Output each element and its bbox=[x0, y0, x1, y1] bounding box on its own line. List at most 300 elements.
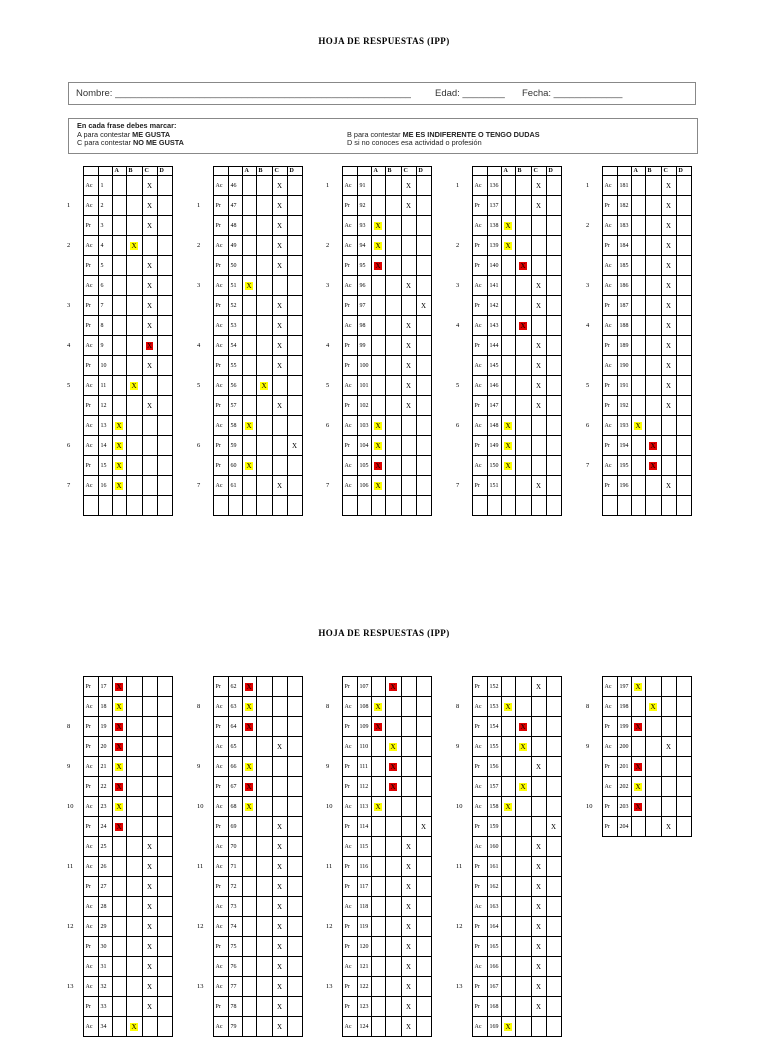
answer-cell-a[interactable] bbox=[112, 977, 126, 997]
answer-cell-d[interactable] bbox=[546, 737, 561, 757]
answer-cell-a[interactable] bbox=[112, 316, 126, 336]
answer-cell-b[interactable] bbox=[385, 997, 401, 1017]
answer-cell-c[interactable] bbox=[661, 436, 676, 456]
answer-cell-a[interactable] bbox=[631, 316, 645, 336]
answer-cell-a[interactable] bbox=[501, 356, 515, 376]
answer-cell-c[interactable] bbox=[142, 336, 157, 356]
answer-cell-c[interactable] bbox=[272, 737, 287, 757]
answer-cell-a[interactable] bbox=[112, 857, 126, 877]
answer-cell-b[interactable] bbox=[126, 977, 142, 997]
answer-cell-d[interactable] bbox=[546, 256, 561, 276]
answer-cell-d[interactable] bbox=[157, 296, 172, 316]
answer-cell-d[interactable] bbox=[287, 396, 302, 416]
answer-cell-c[interactable] bbox=[272, 476, 287, 496]
answer-cell-d[interactable] bbox=[157, 937, 172, 957]
answer-cell-c[interactable] bbox=[142, 817, 157, 837]
answer-cell-c[interactable] bbox=[401, 997, 416, 1017]
answer-cell-b[interactable] bbox=[645, 256, 661, 276]
answer-cell-b[interactable] bbox=[385, 677, 401, 697]
answer-cell-d[interactable] bbox=[546, 977, 561, 997]
answer-cell-c[interactable] bbox=[401, 216, 416, 236]
answer-cell-c[interactable] bbox=[272, 877, 287, 897]
answer-cell-a[interactable] bbox=[631, 396, 645, 416]
answer-cell-a[interactable] bbox=[631, 737, 645, 757]
answer-cell-c[interactable] bbox=[142, 236, 157, 256]
answer-cell-c[interactable] bbox=[142, 917, 157, 937]
answer-cell-a[interactable] bbox=[242, 917, 256, 937]
answer-cell-a[interactable] bbox=[371, 396, 385, 416]
answer-cell-d[interactable] bbox=[416, 356, 431, 376]
answer-cell-b[interactable] bbox=[385, 496, 401, 516]
answer-cell-d[interactable] bbox=[546, 677, 561, 697]
answer-cell-b[interactable] bbox=[126, 416, 142, 436]
answer-cell-c[interactable] bbox=[142, 957, 157, 977]
answer-cell-c[interactable] bbox=[142, 456, 157, 476]
answer-cell-d[interactable] bbox=[157, 837, 172, 857]
answer-cell-c[interactable] bbox=[531, 857, 546, 877]
answer-cell-a[interactable] bbox=[242, 476, 256, 496]
answer-cell-d[interactable] bbox=[676, 717, 691, 737]
answer-cell-a[interactable] bbox=[371, 496, 385, 516]
answer-cell-b[interactable] bbox=[645, 476, 661, 496]
answer-cell-a[interactable] bbox=[501, 917, 515, 937]
answer-cell-a[interactable] bbox=[371, 677, 385, 697]
answer-cell-c[interactable] bbox=[531, 256, 546, 276]
answer-cell-c[interactable] bbox=[661, 316, 676, 336]
answer-cell-d[interactable] bbox=[287, 236, 302, 256]
answer-cell-b[interactable] bbox=[126, 356, 142, 376]
answer-cell-b[interactable] bbox=[126, 797, 142, 817]
answer-cell-c[interactable] bbox=[531, 396, 546, 416]
answer-cell-a[interactable] bbox=[112, 336, 126, 356]
answer-cell-b[interactable] bbox=[385, 416, 401, 436]
answer-cell-c[interactable] bbox=[401, 416, 416, 436]
answer-cell-c[interactable] bbox=[661, 737, 676, 757]
answer-cell-c[interactable] bbox=[272, 416, 287, 436]
answer-cell-c[interactable] bbox=[531, 356, 546, 376]
answer-cell-d[interactable] bbox=[287, 256, 302, 276]
answer-cell-c[interactable] bbox=[401, 256, 416, 276]
answer-cell-b[interactable] bbox=[126, 677, 142, 697]
answer-cell-d[interactable] bbox=[416, 296, 431, 316]
answer-cell-c[interactable] bbox=[401, 857, 416, 877]
answer-cell-d[interactable] bbox=[676, 176, 691, 196]
answer-cell-b[interactable] bbox=[515, 376, 531, 396]
answer-cell-a[interactable] bbox=[371, 176, 385, 196]
answer-cell-b[interactable] bbox=[126, 957, 142, 977]
answer-cell-a[interactable] bbox=[242, 957, 256, 977]
answer-cell-b[interactable] bbox=[256, 997, 272, 1017]
answer-cell-d[interactable] bbox=[676, 256, 691, 276]
answer-cell-b[interactable] bbox=[256, 316, 272, 336]
answer-cell-b[interactable] bbox=[645, 737, 661, 757]
answer-cell-d[interactable] bbox=[676, 817, 691, 837]
answer-cell-b[interactable] bbox=[385, 256, 401, 276]
answer-cell-d[interactable] bbox=[546, 196, 561, 216]
answer-cell-c[interactable] bbox=[401, 336, 416, 356]
answer-cell-d[interactable] bbox=[546, 997, 561, 1017]
answer-cell-b[interactable] bbox=[126, 757, 142, 777]
answer-cell-b[interactable] bbox=[126, 1017, 142, 1037]
answer-cell-c[interactable] bbox=[142, 977, 157, 997]
answer-cell-d[interactable] bbox=[157, 717, 172, 737]
answer-cell-c[interactable] bbox=[401, 957, 416, 977]
answer-cell-a[interactable] bbox=[112, 436, 126, 456]
answer-cell-b[interactable] bbox=[256, 336, 272, 356]
answer-cell-c[interactable] bbox=[272, 456, 287, 476]
answer-cell-c[interactable] bbox=[142, 697, 157, 717]
answer-cell-b[interactable] bbox=[515, 236, 531, 256]
answer-cell-d[interactable] bbox=[546, 817, 561, 837]
answer-cell-d[interactable] bbox=[157, 256, 172, 276]
answer-cell-a[interactable] bbox=[631, 436, 645, 456]
answer-cell-d[interactable] bbox=[157, 857, 172, 877]
answer-cell-b[interactable] bbox=[515, 877, 531, 897]
answer-cell-b[interactable] bbox=[385, 917, 401, 937]
answer-cell-c[interactable] bbox=[272, 777, 287, 797]
answer-cell-a[interactable] bbox=[371, 1017, 385, 1037]
answer-cell-b[interactable] bbox=[256, 957, 272, 977]
answer-cell-a[interactable] bbox=[501, 416, 515, 436]
answer-cell-c[interactable] bbox=[531, 476, 546, 496]
answer-cell-d[interactable] bbox=[676, 757, 691, 777]
answer-cell-b[interactable] bbox=[515, 777, 531, 797]
answer-cell-c[interactable] bbox=[272, 256, 287, 276]
answer-cell-c[interactable] bbox=[401, 757, 416, 777]
answer-cell-a[interactable] bbox=[631, 797, 645, 817]
answer-cell-b[interactable] bbox=[515, 256, 531, 276]
answer-cell-b[interactable] bbox=[645, 496, 661, 516]
answer-cell-c[interactable] bbox=[272, 917, 287, 937]
answer-cell-a[interactable] bbox=[112, 837, 126, 857]
answer-cell-d[interactable] bbox=[416, 937, 431, 957]
answer-cell-b[interactable] bbox=[645, 196, 661, 216]
answer-cell-d[interactable] bbox=[157, 196, 172, 216]
answer-cell-d[interactable] bbox=[676, 737, 691, 757]
answer-cell-c[interactable] bbox=[272, 356, 287, 376]
answer-cell-a[interactable] bbox=[371, 336, 385, 356]
answer-cell-b[interactable] bbox=[515, 336, 531, 356]
answer-cell-d[interactable] bbox=[157, 737, 172, 757]
answer-cell-a[interactable] bbox=[501, 176, 515, 196]
answer-cell-d[interactable] bbox=[546, 777, 561, 797]
answer-cell-c[interactable] bbox=[142, 877, 157, 897]
answer-cell-d[interactable] bbox=[287, 176, 302, 196]
answer-cell-a[interactable] bbox=[112, 376, 126, 396]
answer-cell-d[interactable] bbox=[157, 416, 172, 436]
answer-cell-b[interactable] bbox=[515, 817, 531, 837]
answer-cell-c[interactable] bbox=[272, 176, 287, 196]
answer-cell-b[interactable] bbox=[256, 236, 272, 256]
answer-cell-c[interactable] bbox=[531, 977, 546, 997]
answer-cell-c[interactable] bbox=[272, 797, 287, 817]
answer-cell-d[interactable] bbox=[676, 216, 691, 236]
answer-cell-a[interactable] bbox=[112, 957, 126, 977]
answer-cell-a[interactable] bbox=[112, 737, 126, 757]
answer-cell-b[interactable] bbox=[385, 797, 401, 817]
answer-cell-b[interactable] bbox=[385, 196, 401, 216]
answer-cell-c[interactable] bbox=[272, 1017, 287, 1037]
answer-cell-d[interactable] bbox=[546, 937, 561, 957]
answer-cell-a[interactable] bbox=[371, 296, 385, 316]
answer-cell-a[interactable] bbox=[112, 757, 126, 777]
answer-cell-a[interactable] bbox=[631, 336, 645, 356]
answer-cell-c[interactable] bbox=[531, 376, 546, 396]
answer-cell-b[interactable] bbox=[515, 917, 531, 937]
answer-cell-a[interactable] bbox=[242, 937, 256, 957]
answer-cell-a[interactable] bbox=[242, 777, 256, 797]
answer-cell-b[interactable] bbox=[126, 216, 142, 236]
answer-cell-a[interactable] bbox=[112, 697, 126, 717]
answer-cell-a[interactable] bbox=[371, 376, 385, 396]
answer-cell-d[interactable] bbox=[676, 436, 691, 456]
answer-cell-c[interactable] bbox=[272, 396, 287, 416]
answer-cell-b[interactable] bbox=[126, 276, 142, 296]
answer-cell-c[interactable] bbox=[272, 997, 287, 1017]
answer-cell-d[interactable] bbox=[416, 316, 431, 336]
answer-cell-a[interactable] bbox=[631, 456, 645, 476]
answer-cell-c[interactable] bbox=[531, 316, 546, 336]
answer-cell-b[interactable] bbox=[256, 777, 272, 797]
answer-cell-c[interactable] bbox=[401, 436, 416, 456]
answer-cell-c[interactable] bbox=[401, 697, 416, 717]
answer-cell-b[interactable] bbox=[256, 456, 272, 476]
answer-cell-c[interactable] bbox=[531, 496, 546, 516]
answer-cell-a[interactable] bbox=[242, 697, 256, 717]
answer-cell-a[interactable] bbox=[631, 176, 645, 196]
answer-cell-d[interactable] bbox=[546, 917, 561, 937]
answer-cell-c[interactable] bbox=[401, 496, 416, 516]
answer-cell-d[interactable] bbox=[416, 256, 431, 276]
answer-cell-c[interactable] bbox=[142, 256, 157, 276]
answer-cell-b[interactable] bbox=[256, 436, 272, 456]
answer-cell-d[interactable] bbox=[416, 376, 431, 396]
answer-cell-b[interactable] bbox=[126, 316, 142, 336]
answer-cell-c[interactable] bbox=[401, 276, 416, 296]
answer-cell-c[interactable] bbox=[272, 977, 287, 997]
answer-cell-c[interactable] bbox=[661, 496, 676, 516]
answer-cell-a[interactable] bbox=[112, 496, 126, 516]
answer-cell-d[interactable] bbox=[416, 336, 431, 356]
answer-cell-b[interactable] bbox=[126, 877, 142, 897]
answer-cell-d[interactable] bbox=[416, 877, 431, 897]
answer-cell-b[interactable] bbox=[515, 737, 531, 757]
answer-cell-c[interactable] bbox=[401, 777, 416, 797]
answer-cell-c[interactable] bbox=[661, 276, 676, 296]
answer-cell-d[interactable] bbox=[676, 677, 691, 697]
answer-cell-d[interactable] bbox=[287, 697, 302, 717]
answer-cell-b[interactable] bbox=[126, 737, 142, 757]
answer-cell-b[interactable] bbox=[256, 176, 272, 196]
answer-cell-c[interactable] bbox=[401, 817, 416, 837]
answer-cell-a[interactable] bbox=[371, 797, 385, 817]
answer-cell-c[interactable] bbox=[401, 456, 416, 476]
answer-cell-c[interactable] bbox=[142, 857, 157, 877]
answer-cell-d[interactable] bbox=[157, 797, 172, 817]
answer-cell-c[interactable] bbox=[142, 216, 157, 236]
answer-cell-a[interactable] bbox=[501, 737, 515, 757]
answer-cell-d[interactable] bbox=[287, 376, 302, 396]
answer-cell-b[interactable] bbox=[126, 396, 142, 416]
answer-cell-c[interactable] bbox=[531, 997, 546, 1017]
answer-cell-b[interactable] bbox=[515, 797, 531, 817]
answer-cell-b[interactable] bbox=[256, 717, 272, 737]
answer-cell-b[interactable] bbox=[256, 757, 272, 777]
answer-cell-d[interactable] bbox=[287, 276, 302, 296]
answer-cell-a[interactable] bbox=[112, 456, 126, 476]
answer-cell-d[interactable] bbox=[676, 336, 691, 356]
answer-cell-a[interactable] bbox=[371, 937, 385, 957]
answer-cell-c[interactable] bbox=[272, 496, 287, 516]
answer-cell-c[interactable] bbox=[272, 216, 287, 236]
answer-cell-b[interactable] bbox=[256, 677, 272, 697]
answer-cell-b[interactable] bbox=[515, 196, 531, 216]
answer-cell-c[interactable] bbox=[661, 476, 676, 496]
answer-cell-c[interactable] bbox=[142, 296, 157, 316]
answer-cell-b[interactable] bbox=[256, 857, 272, 877]
answer-cell-a[interactable] bbox=[631, 697, 645, 717]
answer-cell-a[interactable] bbox=[631, 817, 645, 837]
answer-cell-c[interactable] bbox=[531, 897, 546, 917]
answer-cell-d[interactable] bbox=[676, 456, 691, 476]
answer-cell-b[interactable] bbox=[385, 476, 401, 496]
answer-cell-a[interactable] bbox=[112, 276, 126, 296]
answer-cell-d[interactable] bbox=[676, 376, 691, 396]
answer-cell-a[interactable] bbox=[242, 236, 256, 256]
answer-cell-a[interactable] bbox=[501, 777, 515, 797]
answer-cell-c[interactable] bbox=[142, 937, 157, 957]
answer-cell-d[interactable] bbox=[546, 176, 561, 196]
answer-cell-a[interactable] bbox=[501, 877, 515, 897]
answer-cell-c[interactable] bbox=[531, 196, 546, 216]
answer-cell-b[interactable] bbox=[645, 817, 661, 837]
answer-cell-d[interactable] bbox=[157, 396, 172, 416]
answer-cell-a[interactable] bbox=[631, 296, 645, 316]
answer-cell-d[interactable] bbox=[157, 817, 172, 837]
answer-cell-b[interactable] bbox=[385, 757, 401, 777]
answer-cell-b[interactable] bbox=[385, 877, 401, 897]
answer-cell-a[interactable] bbox=[112, 717, 126, 737]
answer-cell-c[interactable] bbox=[272, 957, 287, 977]
answer-cell-a[interactable] bbox=[112, 396, 126, 416]
answer-cell-c[interactable] bbox=[401, 396, 416, 416]
answer-cell-a[interactable] bbox=[112, 1017, 126, 1037]
answer-cell-d[interactable] bbox=[676, 196, 691, 216]
answer-cell-d[interactable] bbox=[157, 216, 172, 236]
answer-cell-c[interactable] bbox=[661, 717, 676, 737]
answer-cell-c[interactable] bbox=[142, 416, 157, 436]
answer-cell-d[interactable] bbox=[676, 296, 691, 316]
answer-cell-b[interactable] bbox=[515, 757, 531, 777]
answer-cell-a[interactable] bbox=[501, 296, 515, 316]
answer-cell-d[interactable] bbox=[676, 697, 691, 717]
answer-cell-d[interactable] bbox=[416, 957, 431, 977]
answer-cell-b[interactable] bbox=[126, 296, 142, 316]
answer-cell-b[interactable] bbox=[385, 396, 401, 416]
answer-cell-d[interactable] bbox=[416, 436, 431, 456]
answer-cell-a[interactable] bbox=[112, 356, 126, 376]
answer-cell-b[interactable] bbox=[515, 396, 531, 416]
answer-cell-d[interactable] bbox=[416, 236, 431, 256]
answer-cell-a[interactable] bbox=[631, 196, 645, 216]
answer-cell-c[interactable] bbox=[272, 857, 287, 877]
answer-cell-d[interactable] bbox=[546, 837, 561, 857]
answer-cell-d[interactable] bbox=[546, 436, 561, 456]
answer-cell-c[interactable] bbox=[661, 216, 676, 236]
answer-cell-d[interactable] bbox=[416, 276, 431, 296]
answer-cell-b[interactable] bbox=[385, 737, 401, 757]
answer-cell-b[interactable] bbox=[515, 276, 531, 296]
answer-cell-d[interactable] bbox=[157, 436, 172, 456]
answer-cell-a[interactable] bbox=[371, 777, 385, 797]
answer-cell-a[interactable] bbox=[242, 817, 256, 837]
answer-cell-b[interactable] bbox=[256, 917, 272, 937]
answer-cell-d[interactable] bbox=[676, 777, 691, 797]
answer-cell-b[interactable] bbox=[515, 957, 531, 977]
answer-cell-a[interactable] bbox=[242, 376, 256, 396]
answer-cell-d[interactable] bbox=[157, 697, 172, 717]
answer-cell-a[interactable] bbox=[112, 476, 126, 496]
answer-cell-c[interactable] bbox=[272, 817, 287, 837]
answer-cell-b[interactable] bbox=[256, 476, 272, 496]
answer-cell-d[interactable] bbox=[157, 236, 172, 256]
answer-cell-b[interactable] bbox=[126, 717, 142, 737]
answer-cell-b[interactable] bbox=[515, 176, 531, 196]
answer-cell-b[interactable] bbox=[515, 476, 531, 496]
answer-cell-c[interactable] bbox=[272, 196, 287, 216]
answer-cell-a[interactable] bbox=[242, 316, 256, 336]
answer-cell-c[interactable] bbox=[531, 777, 546, 797]
answer-cell-d[interactable] bbox=[157, 997, 172, 1017]
answer-cell-c[interactable] bbox=[531, 817, 546, 837]
answer-cell-a[interactable] bbox=[112, 877, 126, 897]
answer-cell-a[interactable] bbox=[112, 777, 126, 797]
answer-cell-b[interactable] bbox=[645, 376, 661, 396]
answer-cell-c[interactable] bbox=[142, 476, 157, 496]
answer-cell-a[interactable] bbox=[371, 917, 385, 937]
answer-cell-b[interactable] bbox=[645, 797, 661, 817]
answer-cell-b[interactable] bbox=[645, 276, 661, 296]
answer-cell-d[interactable] bbox=[157, 336, 172, 356]
answer-cell-a[interactable] bbox=[112, 797, 126, 817]
answer-cell-a[interactable] bbox=[501, 396, 515, 416]
answer-cell-d[interactable] bbox=[416, 917, 431, 937]
answer-cell-d[interactable] bbox=[157, 897, 172, 917]
answer-cell-c[interactable] bbox=[142, 356, 157, 376]
answer-cell-b[interactable] bbox=[126, 697, 142, 717]
answer-cell-d[interactable] bbox=[157, 476, 172, 496]
answer-cell-c[interactable] bbox=[401, 316, 416, 336]
answer-cell-b[interactable] bbox=[385, 837, 401, 857]
answer-cell-b[interactable] bbox=[256, 376, 272, 396]
answer-cell-c[interactable] bbox=[142, 396, 157, 416]
answer-cell-a[interactable] bbox=[631, 757, 645, 777]
answer-cell-b[interactable] bbox=[256, 256, 272, 276]
answer-cell-a[interactable] bbox=[501, 1017, 515, 1037]
answer-cell-c[interactable] bbox=[142, 496, 157, 516]
answer-cell-d[interactable] bbox=[287, 997, 302, 1017]
answer-cell-b[interactable] bbox=[126, 937, 142, 957]
answer-cell-d[interactable] bbox=[157, 1017, 172, 1037]
answer-cell-b[interactable] bbox=[256, 216, 272, 236]
answer-cell-c[interactable] bbox=[401, 797, 416, 817]
answer-cell-d[interactable] bbox=[287, 476, 302, 496]
answer-cell-a[interactable] bbox=[371, 476, 385, 496]
answer-cell-a[interactable] bbox=[371, 897, 385, 917]
answer-cell-d[interactable] bbox=[676, 356, 691, 376]
answer-cell-b[interactable] bbox=[645, 677, 661, 697]
answer-cell-a[interactable] bbox=[242, 296, 256, 316]
